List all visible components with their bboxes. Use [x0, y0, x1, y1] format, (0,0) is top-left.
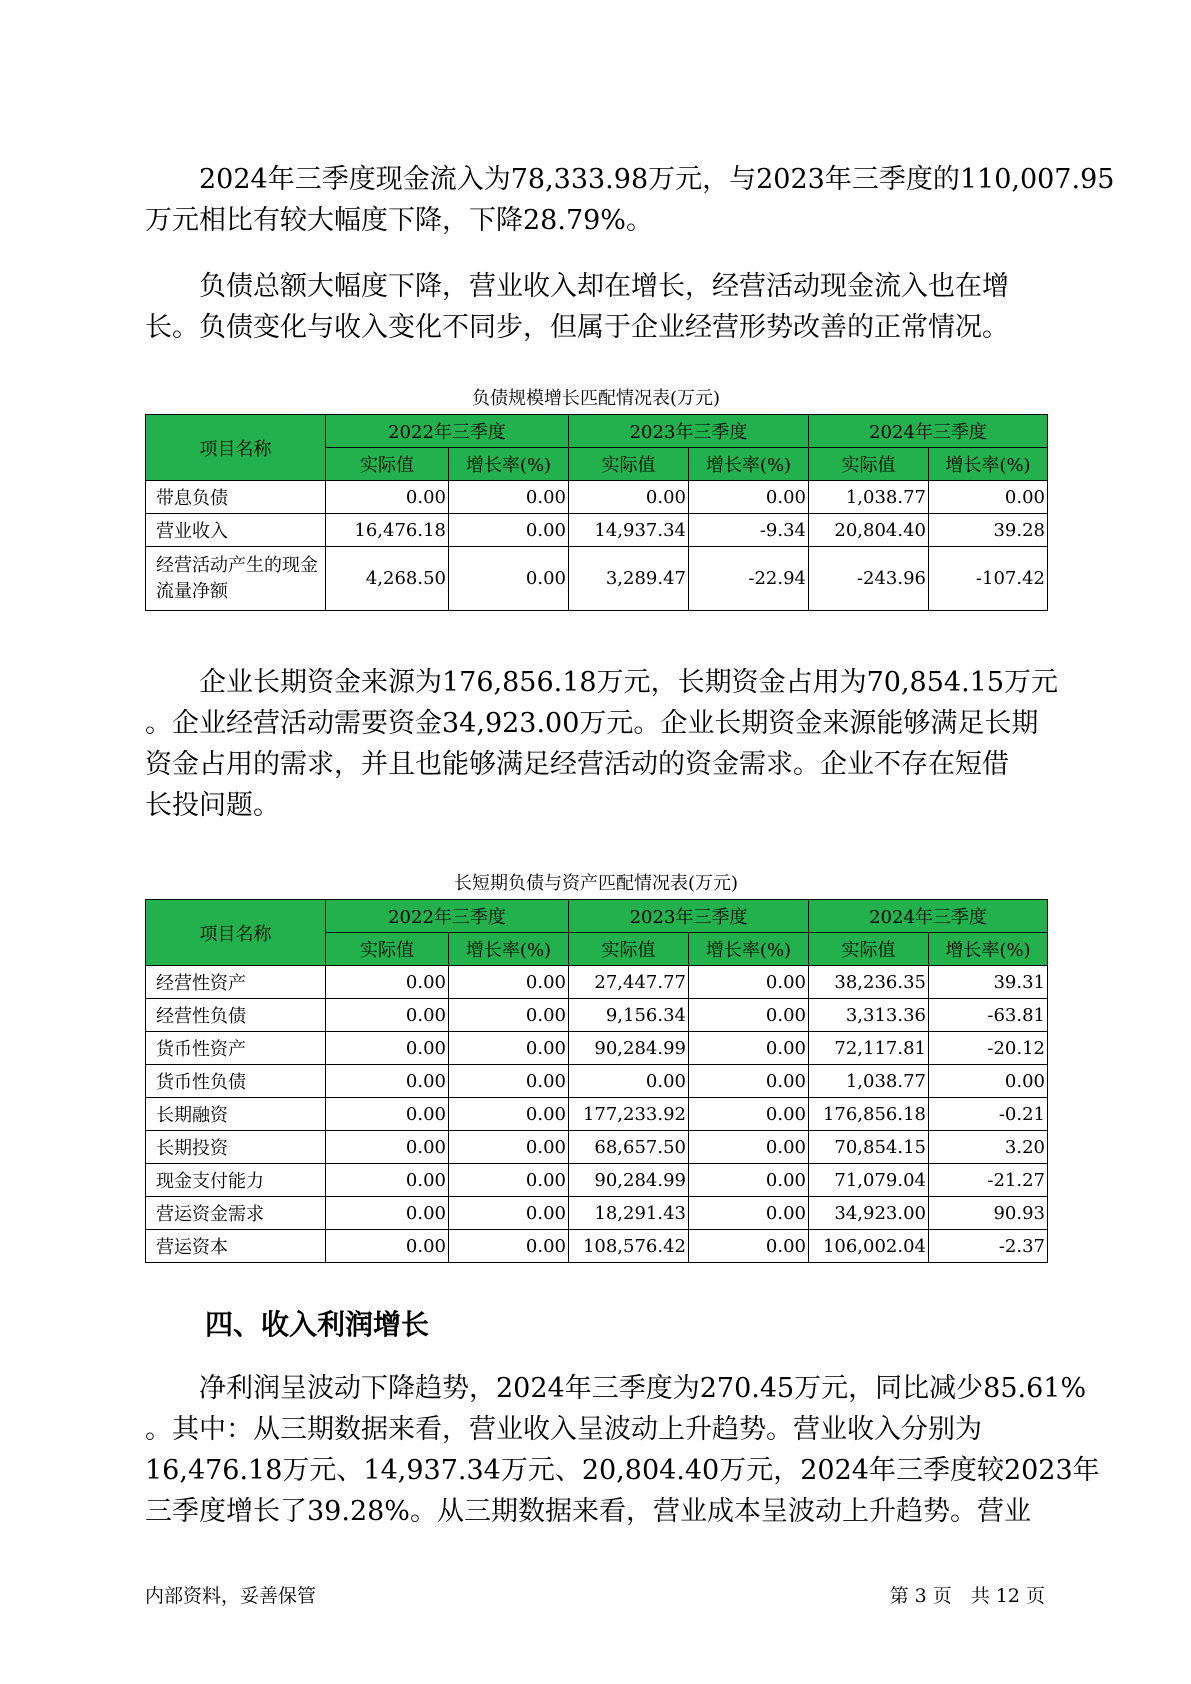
cell-value: 0.00	[326, 999, 449, 1032]
cell-value: 0.00	[449, 547, 569, 611]
cell-value: 0.00	[449, 1098, 569, 1131]
cell-value: 0.00	[689, 1230, 809, 1263]
cell-value: 16,476.18	[326, 514, 449, 547]
column-header-item-name: 项目名称	[146, 415, 326, 481]
cell-value: 90.93	[929, 1197, 1048, 1230]
paragraph-long-term-funds	[145, 662, 1059, 826]
cell-value: 4,268.50	[326, 547, 449, 611]
row-name: 长期投资	[146, 1131, 326, 1164]
cell-value: 0.00	[326, 1131, 449, 1164]
row-name: 营运资金需求	[146, 1197, 326, 1230]
cell-value: 0.00	[569, 481, 689, 514]
table-row	[146, 1230, 1048, 1263]
cell-value: 1,038.77	[809, 481, 929, 514]
cell-value: 0.00	[326, 1032, 449, 1065]
cell-value: -2.37	[929, 1230, 1048, 1263]
table-row	[146, 547, 1048, 611]
cell-value: 0.00	[449, 1230, 569, 1263]
paragraph-debt-change	[145, 266, 1045, 348]
cell-value: 0.00	[689, 1032, 809, 1065]
cell-value: 18,291.43	[569, 1197, 689, 1230]
cell-value: 70,854.15	[809, 1131, 929, 1164]
table2-caption: 长短期负债与资产匹配情况表(万元)	[453, 873, 739, 894]
paragraph-net-profit	[145, 1368, 1100, 1532]
cell-value: -20.12	[929, 1032, 1048, 1065]
debt-growth-table	[145, 414, 1048, 611]
cell-value: 71,079.04	[809, 1164, 929, 1197]
cell-value: 0.00	[449, 481, 569, 514]
column-header-item-name: 项目名称	[146, 900, 326, 966]
section-heading: 四、收入利润增长	[205, 1308, 430, 1341]
table-row	[146, 1065, 1048, 1098]
table-row	[146, 1131, 1048, 1164]
cell-value: -9.34	[689, 514, 809, 547]
cell-value: 0.00	[326, 1230, 449, 1263]
table-row	[146, 1098, 1048, 1131]
cell-value: 90,284.99	[569, 1032, 689, 1065]
cell-value: 0.00	[689, 1131, 809, 1164]
cell-value: -107.42	[929, 547, 1048, 611]
cell-value: 34,923.00	[809, 1197, 929, 1230]
paragraph-line: 万元相比有较大幅度下降，下降28.79%。	[145, 205, 653, 236]
cell-value: 20,804.40	[809, 514, 929, 547]
table-row	[146, 1032, 1048, 1065]
cell-value: 27,447.77	[569, 966, 689, 999]
paragraph-line: 。企业经营活动需要资金34,923.00万元。企业长期资金来源能够满足长期	[145, 708, 1039, 739]
row-name: 带息负债	[146, 481, 326, 514]
cell-value: 0.00	[326, 1197, 449, 1230]
cell-value: 176,856.18	[809, 1098, 929, 1131]
cell-value: 0.00	[449, 1065, 569, 1098]
column-header-period: 2022年三季度	[326, 415, 569, 448]
cell-value: 0.00	[326, 966, 449, 999]
cell-value: 14,937.34	[569, 514, 689, 547]
cell-value: 177,233.92	[569, 1098, 689, 1131]
cell-value: 108,576.42	[569, 1230, 689, 1263]
column-header-period: 2023年三季度	[569, 415, 809, 448]
paragraph-line: 负债总额大幅度下降，营业收入却在增长，经营活动现金流入也在增	[145, 271, 1009, 302]
column-header-growth: 增长率(%)	[449, 448, 569, 481]
liability-asset-match-table	[145, 899, 1048, 1263]
paragraph-line: 长。负债变化与收入变化不同步，但属于企业经营形势改善的正常情况。	[145, 312, 1009, 343]
column-header-actual: 实际值	[326, 933, 449, 966]
table-row	[146, 966, 1048, 999]
row-name: 营业收入	[146, 514, 326, 547]
cell-value: 0.00	[326, 481, 449, 514]
column-header-actual: 实际值	[809, 448, 929, 481]
column-header-growth: 增长率(%)	[449, 933, 569, 966]
table-row	[146, 481, 1048, 514]
footer-page-number: 第 3 页 共 12 页	[889, 1585, 1045, 1607]
paragraph-line: 企业长期资金来源为176,856.18万元，长期资金占用为70,854.15万元	[145, 667, 1059, 698]
cell-value: 3,289.47	[569, 547, 689, 611]
cell-value: 0.00	[449, 1197, 569, 1230]
column-header-actual: 实际值	[569, 448, 689, 481]
cell-value: 38,236.35	[809, 966, 929, 999]
cell-value: 90,284.99	[569, 1164, 689, 1197]
column-header-growth: 增长率(%)	[689, 448, 809, 481]
table-row	[146, 999, 1048, 1032]
cell-value: 0.00	[689, 1065, 809, 1098]
cell-value: 9,156.34	[569, 999, 689, 1032]
cell-value: 39.28	[929, 514, 1048, 547]
row-name: 经营性资产	[146, 966, 326, 999]
paragraph-line: 长投问题。	[145, 790, 280, 821]
column-header-period: 2024年三季度	[809, 900, 1048, 933]
column-header-period: 2024年三季度	[809, 415, 1048, 448]
cell-value: -243.96	[809, 547, 929, 611]
cell-value: 0.00	[929, 481, 1048, 514]
column-header-growth: 增长率(%)	[929, 933, 1048, 966]
cell-value: 1,038.77	[809, 1065, 929, 1098]
cell-value: 0.00	[449, 1164, 569, 1197]
row-name: 现金支付能力	[146, 1164, 326, 1197]
cell-value: 3.20	[929, 1131, 1048, 1164]
column-header-growth: 增长率(%)	[689, 933, 809, 966]
cell-value: 0.00	[449, 966, 569, 999]
cell-value: 0.00	[449, 999, 569, 1032]
column-header-actual: 实际值	[809, 933, 929, 966]
paragraph-line: 2024年三季度现金流入为78,333.98万元，与2023年三季度的110,007.95	[145, 164, 1115, 195]
paragraph-line: 资金占用的需求，并且也能够满足经营活动的资金需求。企业不存在短借	[145, 749, 1009, 780]
column-header-period: 2023年三季度	[569, 900, 809, 933]
cell-value: 0.00	[326, 1164, 449, 1197]
cell-value: 0.00	[569, 1065, 689, 1098]
row-name: 货币性负债	[146, 1065, 326, 1098]
cell-value: -21.27	[929, 1164, 1048, 1197]
table1-caption: 负债规模增长匹配情况表(万元)	[471, 388, 721, 409]
cell-value: -0.21	[929, 1098, 1048, 1131]
cell-value: 72,117.81	[809, 1032, 929, 1065]
row-name: 货币性资产	[146, 1032, 326, 1065]
cell-value: 0.00	[689, 481, 809, 514]
cell-value: 0.00	[326, 1098, 449, 1131]
cell-value: -63.81	[929, 999, 1048, 1032]
column-header-actual: 实际值	[569, 933, 689, 966]
column-header-period: 2022年三季度	[326, 900, 569, 933]
cell-value: 0.00	[689, 1164, 809, 1197]
cell-value: 0.00	[449, 1032, 569, 1065]
column-header-growth: 增长率(%)	[929, 448, 1048, 481]
cell-value: 39.31	[929, 966, 1048, 999]
cell-value: 0.00	[689, 1098, 809, 1131]
row-name: 经营性负债	[146, 999, 326, 1032]
table-row	[146, 1164, 1048, 1197]
paragraph-line: 。其中：从三期数据来看，营业收入呈波动上升趋势。营业收入分别为	[145, 1414, 982, 1445]
cell-value: 106,002.04	[809, 1230, 929, 1263]
row-name: 营运资本	[146, 1230, 326, 1263]
row-name: 经营活动产生的现金流量净额	[146, 547, 326, 611]
footer-left-note: 内部资料，妥善保管	[145, 1585, 317, 1607]
cell-value: 0.00	[449, 514, 569, 547]
cell-value: 0.00	[689, 999, 809, 1032]
cell-value: 0.00	[689, 966, 809, 999]
paragraph-line: 净利润呈波动下降趋势，2024年三季度为270.45万元，同比减少85.61%	[145, 1373, 1087, 1404]
table-row	[146, 514, 1048, 547]
paragraph-line: 16,476.18万元、14,937.34万元、20,804.40万元，2024年三季度较2023年	[145, 1455, 1100, 1486]
paragraph-line: 三季度增长了39.28%。从三期数据来看，营业成本呈波动上升趋势。营业	[145, 1496, 1031, 1527]
cell-value: 0.00	[449, 1131, 569, 1164]
table-row	[146, 1197, 1048, 1230]
cell-value: 0.00	[326, 1065, 449, 1098]
cell-value: 68,657.50	[569, 1131, 689, 1164]
row-name: 长期融资	[146, 1098, 326, 1131]
cell-value: -22.94	[689, 547, 809, 611]
column-header-actual: 实际值	[326, 448, 449, 481]
paragraph-cash-inflow	[145, 159, 1115, 241]
cell-value: 0.00	[929, 1065, 1048, 1098]
cell-value: 3,313.36	[809, 999, 929, 1032]
cell-value: 0.00	[689, 1197, 809, 1230]
